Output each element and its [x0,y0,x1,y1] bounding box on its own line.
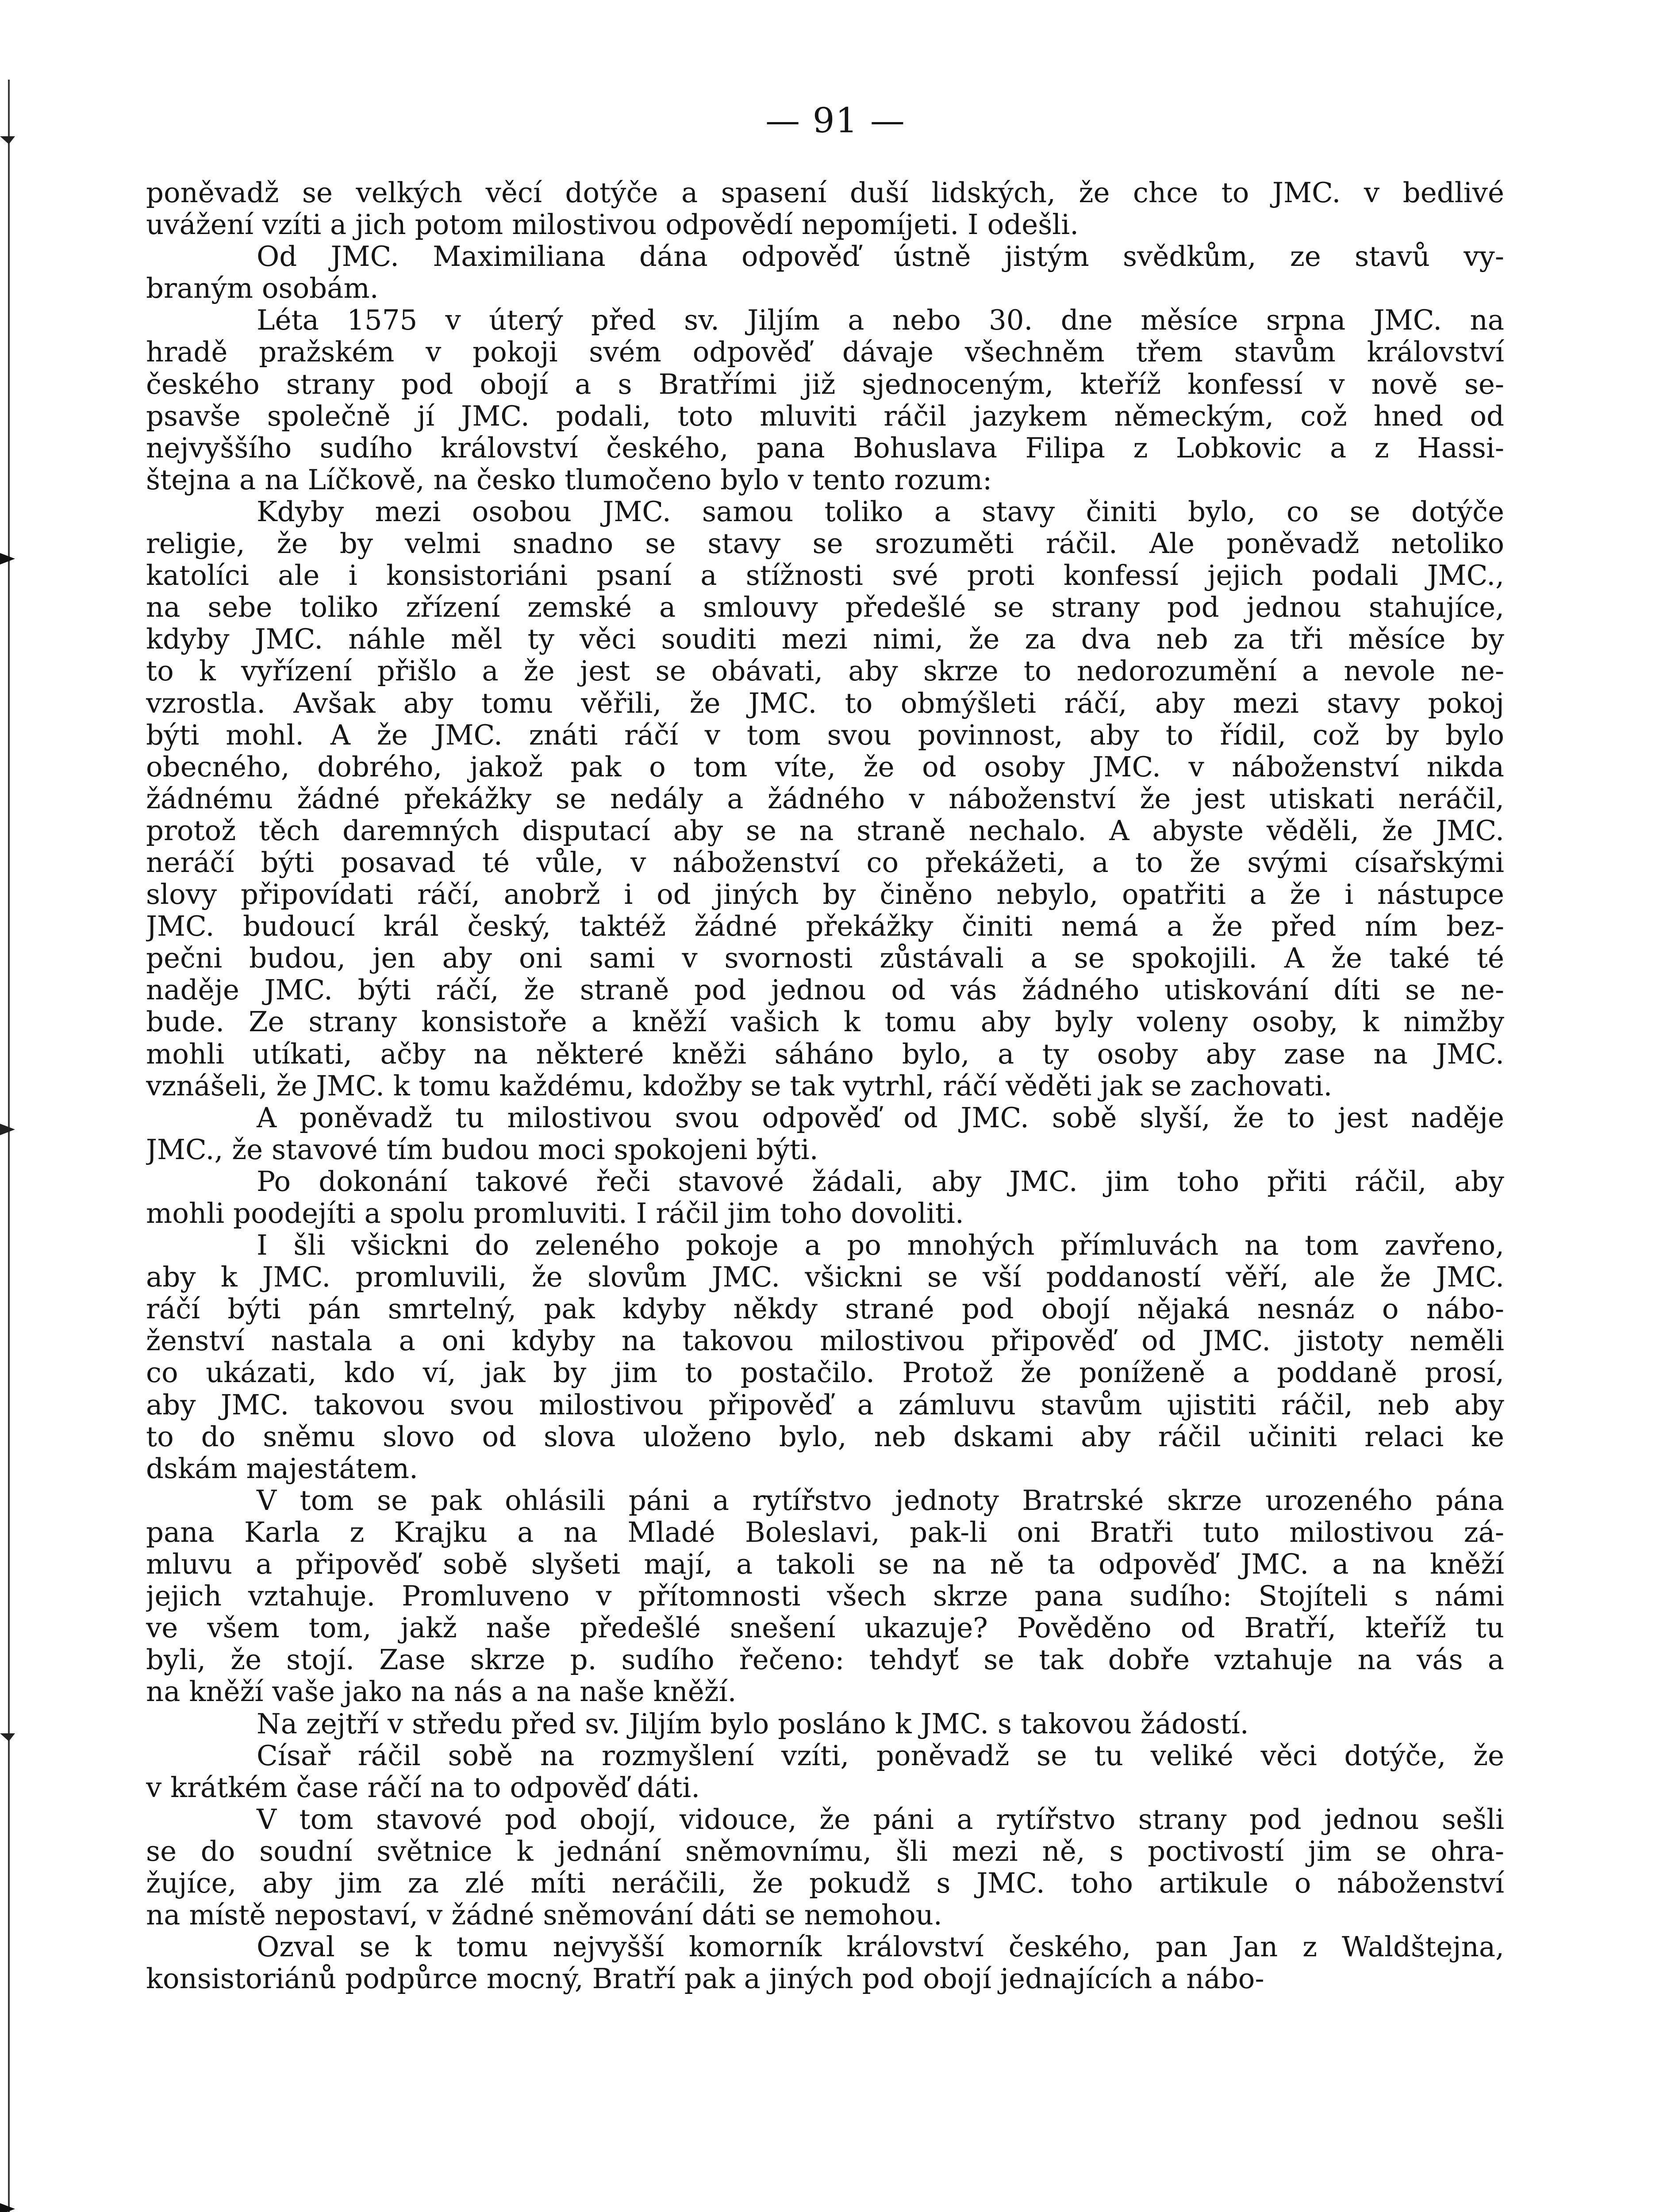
text-line: Od JMC. Maximiliana dána odpověď ústně jistým svědkům, ze stavů vy- [257,241,1504,273]
text-line: na kněží vaše jako na nás a na naše kněží. [146,1676,737,1708]
text-line: ženství nastala a oni kdyby na takovou milostivou připověď od JMC. jistoty neměli [146,1325,1504,1357]
text-line: Kdyby mezi osobou JMC. samou toliko a stavy činiti bylo, co se dotýče [257,495,1504,528]
paragraph [146,1708,1504,1740]
text-line: JMC. budoucí král český, taktéž žádné překážky činiti nemá a že před ním bez- [146,910,1504,943]
text-line: katolíci ale i konsistoriáni psaní a stížnosti své proti konfessí jejich podali JMC., [146,560,1504,592]
text-line: poněvadž se velkých věcí dotýče a spasení duší lidských, že chce to JMC. v bedlivé [146,177,1504,209]
paragraph [146,241,1504,304]
text-line: Léta 1575 v úterý před sv. Jiljím a nebo 30. dne měsíce srpna JMC. na [257,304,1504,337]
paragraph [146,1485,1504,1708]
text-line: pečni budou, jen aby oni sami v svornosti zůstávali a se spokojili. A že také té [146,942,1504,975]
text-line: mohli poodejíti a spolu promluviti. I ráčil jim toho dovoliti. [146,1198,964,1229]
paragraph [146,1804,1504,1931]
text-line: aby JMC. takovou svou milostivou připověď a zámluvu stavům ujistiti ráčil, neb aby [146,1389,1504,1421]
text-line: byli, že stojí. Zase skrze p. sudího řečeno: tehdyť se tak dobře vztahuje na vás a [146,1644,1504,1676]
page-number: — 91 — [765,101,906,141]
text-line: býti mohl. A že JMC. znáti ráčí v tom svou povinnost, aby to řídil, což by bylo [146,719,1504,751]
paragraph [146,1740,1504,1804]
text-line: Ozval se k tomu nejvyšší komorník království českého, pan Jan z Waldštejna, [257,1931,1504,1963]
text-line: vzrostla. Avšak aby tomu věřili, že JMC. to obmýšleti ráčí, aby mezi stavy pokoj [146,687,1504,719]
text-line: co ukázati, kdo ví, jak by jim to postačilo. Protož že poníženě a poddaně prosí, [146,1357,1504,1389]
left-margin-marks [0,0,27,2212]
text-line: na místě nepostaví, v žádné sněmování dáti se nemohou. [146,1899,942,1932]
text-line: dskám majestátem. [146,1452,418,1485]
text-line: protož těch daremných disputací aby se na straně nechalo. A abyste věděli, že JMC. [146,814,1504,847]
text-line: na sebe toliko zřízení zemské a smlouvy předešlé se strany pod jednou stahujíce, [146,591,1504,624]
text-line: bude. Ze strany konsistoře a kněží vašich k tomu aby byly voleny osoby, k nimžby [146,1006,1504,1038]
text-line: českého strany pod obojí a s Bratřími již sjednoceným, kteříž konfessí v nově se- [146,368,1504,400]
paragraph [146,1166,1504,1229]
text-line: to k vyřízení přišlo a že jest se obávati, aby skrze to nedorozumění a nevole ne- [146,655,1504,687]
text-line: Po dokonání takové řeči stavové žádali, aby JMC. jim toho přiti ráčil, aby [257,1165,1504,1198]
margin-arrow-icon [0,1124,15,1135]
text-line: I šli všickni do zeleného pokoje a po mnohých přímluvách na tom zavřeno, [257,1229,1504,1262]
margin-arrow-icon [0,2203,15,2212]
text-line: pana Karla z Krajku a na Mladé Boleslavi, pak-li oni Bratři tuto milostivou zá- [146,1516,1504,1548]
text-line: Na zejtří v středu před sv. Jiljím bylo posláno k JMC. s takovou žádostí. [257,1708,1249,1740]
text-line: aby k JMC. promluvili, že slovům JMC. všickni se vší poddaností věří, ale že JMC. [146,1261,1504,1294]
text-line: mluvu a připověď sobě slyšeti mají, a takoli se na ně ta odpověď JMC. a na kněží [146,1548,1504,1581]
text-line: se do soudní světnice k jednání sněmovnímu, šli mezi ně, s poctivostí jim se ohra- [146,1835,1504,1867]
text-line: A poněvadž tu milostivou svou odpověď od JMC. sobě slyší, že to jest naděje [257,1102,1504,1134]
paragraph [146,1931,1504,1995]
text-line: psavše společně jí JMC. podali, toto mluviti ráčil jazykem německým, což hned od [146,400,1504,432]
text-line: v krátkém čase ráčí na to odpověď dáti. [146,1771,700,1804]
paragraph [146,1102,1504,1166]
text-line: V tom se pak ohlásili páni a rytířstvo jednoty Bratrské skrze urozeného pána [257,1484,1504,1517]
page-edge-line [8,80,10,2212]
text-line: uvážení vzíti a jich potom milostivou odpovědí nepomíjeti. I odešli. [146,209,1079,241]
text-line: naděje JMC. býti ráčí, že straně pod jednou od vás žádného utiskování díti se ne- [146,974,1504,1006]
text-line: jejich vztahuje. Promluveno v přítomnosti všech skrze pana sudího: Stojíteli s námi [146,1580,1504,1613]
text-line: konsistoriánů podpůrce mocný, Bratří pak a jiných pod obojí jednajících a nábo- [146,1963,1264,1995]
text-line: žádnému žádné překážky se nedály a žádného v náboženství že jest utiskati neráčil, [146,783,1504,815]
text-line: mohli utíkati, ačby na některé kněži sáháno bylo, a ty osoby aby zase na JMC. [146,1038,1504,1070]
text-line: Císař ráčil sobě na rozmyšlení vzíti, poněvadž se tu veliké věci dotýče, že [257,1740,1504,1772]
text-line: religie, že by velmi snadno se stavy se srozuměti ráčil. Ale poněvadž netoliko [146,528,1504,560]
paragraph [146,304,1504,496]
text-line: V tom stavové pod obojí, vidouce, že páni a rytířstvo strany pod jednou sešli [257,1803,1504,1836]
paragraph [146,496,1504,1102]
text-line: obecného, dobrého, jakož pak o tom víte, že od osoby JMC. v náboženství nikda [146,751,1504,783]
text-line: kdyby JMC. náhle měl ty věci souditi mezi nimi, že za dva neb za tři měsíce by [146,623,1504,656]
text-line: nejvyššího sudího království českého, pana Bohuslava Filipa z Lobkovic a z Hassi- [146,432,1504,464]
body-text [146,177,1504,1995]
text-line: neráčí býti posavad té vůle, v náboženství co překážeti, a to že svými císařskými [146,846,1504,879]
margin-arrow-icon [0,553,15,565]
margin-arrow-icon [0,1730,15,1741]
text-line: ráčí býti pán smrtelný, pak kdyby někdy strané pod obojí nějaká nesnáz o nábo- [146,1293,1504,1325]
text-line: slovy připovídati ráčí, anobrž i od jiných by činěno nebylo, opatřiti a že i nástupce [146,879,1504,911]
text-line: hradě pražském v pokoji svém odpověď dávaje všechněm třem stavům království [146,336,1504,369]
text-line: ve všem tom, jakž naše předešlé snešení ukazuje? Pověděno od Bratří, kteříž tu [146,1612,1504,1644]
paragraph [146,1229,1504,1485]
text-line: JMC., že stavové tím budou moci spokojeni býti. [146,1133,818,1166]
text-line: štejna a na Líčkově, na česko tlumočeno bylo v tento rozum: [146,464,992,496]
text-line: braným osobám. [146,273,379,305]
text-line: žujíce, aby jim za zlé míti neráčili, že pokudž s JMC. toho artikule o náboženství [146,1867,1504,1899]
text-line: to do sněmu slovo od slova uloženo bylo, neb dskami aby ráčil učiniti relaci ke [146,1421,1504,1453]
text-line: vznášeli, že JMC. k tomu každému, kdožby se tak vytrhl, ráčí věděti jak se zachovati. [146,1070,1333,1102]
paragraph [146,177,1504,241]
